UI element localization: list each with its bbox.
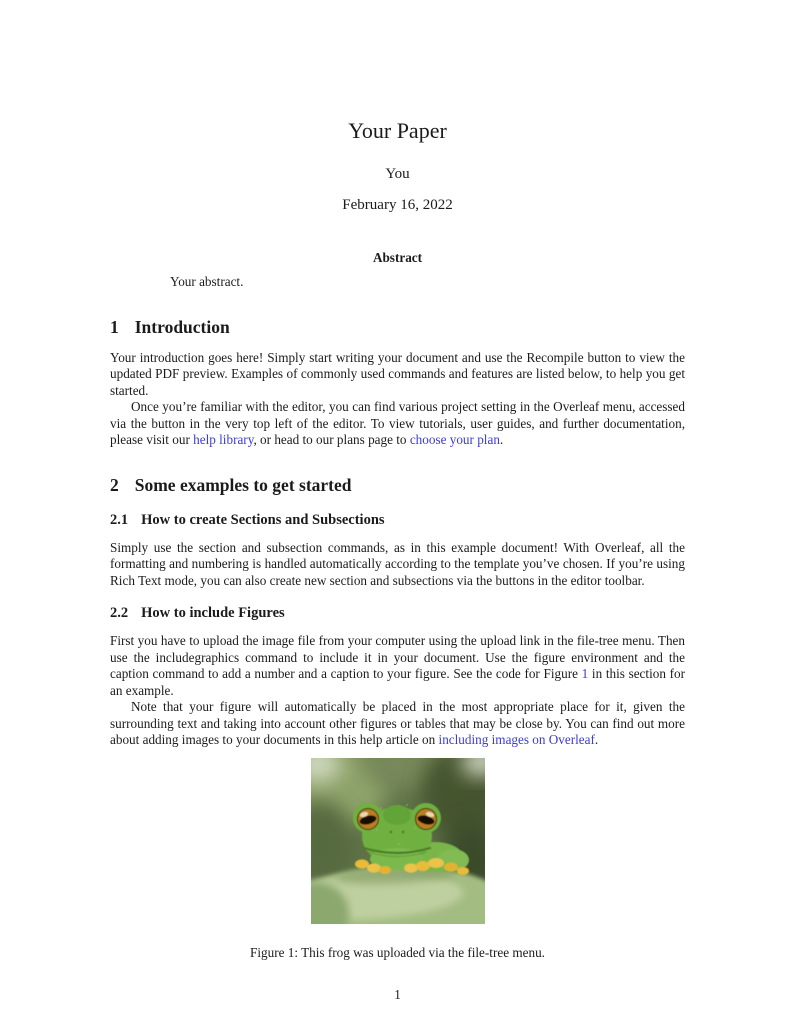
paragraph-figures-1 bbox=[110, 633, 685, 699]
page-number: 1 bbox=[394, 986, 401, 1002]
paper-date: February 16, 2022 bbox=[342, 197, 453, 213]
figure-1 bbox=[110, 758, 685, 961]
figure-caption: Figure 1: This frog was uploaded via the file-tree menu. bbox=[250, 944, 545, 960]
text-run: First you have to upload the image file from your computer using the upload link in the file-tree menu. Then use the includegraphics command to include it in your document. Use the figure environment and the caption command to add a number and a caption to your figure. See the code for Figure bbox=[110, 633, 685, 681]
title-block bbox=[110, 118, 685, 214]
subsection-2-1-heading bbox=[110, 511, 685, 529]
section-title: Introduction bbox=[134, 316, 230, 337]
text-run: Note that your figure will automatically be placed in the most appropriate place for it, given the surrounding text and taking into account other figures or tables that may be close by. You can find out more about adding images to your documents in this help article on bbox=[110, 699, 685, 747]
text-run: . bbox=[594, 732, 599, 747]
frog-image bbox=[311, 758, 485, 924]
section-1-heading bbox=[110, 317, 685, 338]
help-library-link[interactable]: help library bbox=[193, 432, 254, 447]
subsection-title: How to create Sections and Subsections bbox=[141, 511, 385, 528]
section-2-heading bbox=[110, 475, 685, 496]
subsection-number: 2.1 bbox=[110, 511, 129, 528]
section-title: Some examples to get started bbox=[134, 474, 352, 495]
figure-1-ref-link[interactable]: 1 bbox=[581, 666, 589, 681]
text-run: Once you’re familiar with the editor, you can find various project setting in the Overleaf menu, accessed via the button in the very top left of the editor. To view tutorials, user guides, and further documentation, please visit our bbox=[110, 399, 685, 447]
section-number: 1 bbox=[110, 316, 119, 337]
abstract-text: Your abstract. bbox=[170, 274, 244, 289]
text-run: . bbox=[499, 432, 504, 447]
paragraph-sections: Simply use the section and subsection commands, as in this example document! With Overleaf, all the formatting and numbering is handled automatically according to the template you’ve chosen. If you’re using Rich Text mode, you can also create new section and subsections via the buttons in the editor toolbar. bbox=[110, 539, 685, 588]
choose-your-plan-link[interactable]: choose your plan bbox=[409, 432, 500, 447]
abstract-heading: Abstract bbox=[372, 250, 423, 265]
subsection-number: 2.2 bbox=[110, 605, 129, 621]
text-run: , or head to our plans page to bbox=[253, 432, 410, 447]
paper-title: Your Paper bbox=[348, 118, 447, 143]
paragraph-intro-1: Your introduction goes here! Simply start writing your document and use the Recompile button to view the updated PDF preview. Examples of commonly used commands and features are listed below, to help you get started. bbox=[110, 349, 685, 398]
including-images-link[interactable]: including images on Overleaf bbox=[438, 732, 595, 747]
paper-author: You bbox=[385, 166, 410, 182]
text-run: in this section for an example. bbox=[110, 666, 685, 698]
subsection-2-2-heading bbox=[110, 604, 685, 622]
subsection-title: How to include Figures bbox=[141, 605, 285, 621]
paragraph-intro-2 bbox=[110, 399, 685, 449]
paragraph-figures-2 bbox=[110, 699, 685, 749]
section-number: 2 bbox=[110, 474, 119, 495]
